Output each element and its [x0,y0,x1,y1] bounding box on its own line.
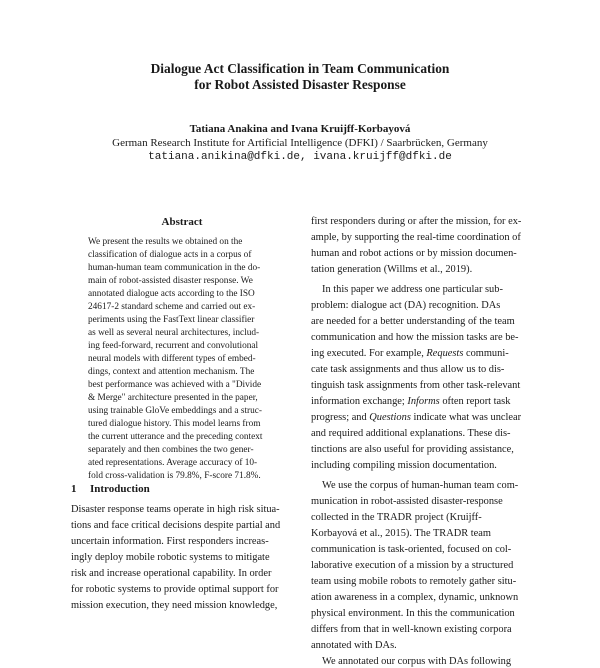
section-title: Introduction [90,483,150,495]
paper-title-line-2: for Robot Assisted Disaster Response [194,77,406,92]
section-number: 1 [71,483,77,495]
abstract-line: the current utterance and the preceding context [88,432,263,442]
body-line: problem: dialogue act (DA) recognition. DAs [311,300,501,311]
author-emails: tatiana.anikina@dfki.de, ivana.kruijff@dfki.de [148,151,452,163]
paper-title-line-1: Dialogue Act Classification in Team Communication [150,61,450,76]
body-line: communication is task-oriented, focused on col- [311,544,512,555]
body-line: first responders during or after the mission, for ex- [311,216,522,227]
abstract-line: as well as several neural architectures, includ- [88,328,260,338]
text-run: progress; and [311,412,370,423]
abstract-line: ated representations. Average accuracy of 10- [88,458,258,468]
body-line: tinguish task assignments from other task-relevant [311,380,521,391]
body-line: tation generation (Willms et al., 2019). [311,264,473,275]
abstract-line: classification of dialogue acts in a corpus of [88,250,252,260]
abstract-line: periments using the FastText linear classifier [88,315,255,325]
affiliation: German Research Institute for Artificial Intelligence (DFKI) / Saarbrücken, Germany [112,137,488,149]
abstract-line: dings, context and attention mechanism. The [88,367,255,377]
body-line: collected in the TRADR project (Kruijff- [311,512,482,523]
body-line: human and robot actions or by mission documen- [311,248,517,259]
abstract-line: & Merge" architecture presented in the paper, [88,393,258,403]
abstract-line: neural models with different types of embed- [88,354,256,364]
abstract-line: human-human team communication in the do- [88,263,261,273]
authors: Tatiana Anakina and Ivana Kruijff-Korbayová [189,123,411,135]
abstract-line: annotated dialogue acts according to the ISO [88,289,255,299]
body-line: and required additional explanations. These dis- [311,428,511,439]
body-line: differs from that in well-known existing corpora [311,624,512,635]
abstract-line: using trainable GloVe embeddings and a struc- [88,406,263,416]
body-line: are needed for a better understanding of the team [311,316,515,327]
body-line [311,412,521,424]
text-run: information exchange; [311,396,408,407]
text-run: ing executed. For example, [311,348,427,359]
intro-line: risk and increase operational capability. In order [71,568,272,579]
body-line: In this paper we address one particular sub- [322,284,503,295]
body-line: Korbayová et al., 2015). The TRADR team [311,528,491,539]
body-line: We annotated our corpus with DAs following [322,656,512,667]
body-line: including compiling mission documentation. [311,460,497,471]
intro-line: ingly deploy mobile robotic systems to mitigate [71,552,270,563]
text-run: often report task [439,396,511,407]
section-heading-introduction [71,483,150,495]
body-line: ation awareness in a complex, dynamic, unknown [311,592,519,603]
body-line: ample, by supporting the real-time coordination of [311,232,521,243]
intro-line: tions and face critical decisions despite partial and [71,520,281,531]
body-line: team using mobile robots to remotely gather situ- [311,576,517,587]
abstract-line: separately and then combines the two gener- [88,445,254,455]
emphasis-requests: Requests [426,348,464,359]
body-line [311,396,510,408]
body-line: physical environment. In this the communication [311,608,515,619]
body-line: communication and how the mission tasks are be- [311,332,519,343]
emphasis-informs: Informs [407,396,440,407]
intro-line: uncertain information. First responders increas- [71,536,269,547]
abstract-line: ing feed-forward, recurrent and convolutional [88,341,259,351]
body-line: tinctions are also useful for providing assistance, [311,444,514,455]
text-run: indicate what was unclear [410,412,522,423]
abstract-line: main of robot-assisted disaster response. We [88,276,253,286]
abstract-heading: Abstract [161,216,203,228]
intro-line: for robotic systems to provide optimal support for [71,584,279,595]
abstract-line: We present the results we obtained on the [88,237,243,247]
intro-line: mission execution, they need mission knowledge, [71,600,278,611]
body-line [311,348,509,360]
text-run: communi- [463,348,509,359]
abstract-line: 24617-2 standard scheme and carried out ex- [88,302,256,312]
body-line: laborative execution of a mission by a structured [311,560,514,571]
body-line: We use the corpus of human-human team com- [322,480,519,491]
abstract-line: fold cross-validation is 79.8%, F-score 71.8%. [88,471,261,481]
abstract-line: best performance was achieved with a "Divide [88,380,262,390]
abstract-line: tured dialogue history. This model learns from [88,419,261,429]
body-line: cate task assignments and thus allow us to dis- [311,364,505,375]
body-line: munication in robot-assisted disaster-response [311,496,503,507]
emphasis-questions: Questions [369,412,411,423]
intro-line: Disaster response teams operate in high risk situa- [71,504,280,515]
body-line: annotated with DAs. [311,640,397,651]
